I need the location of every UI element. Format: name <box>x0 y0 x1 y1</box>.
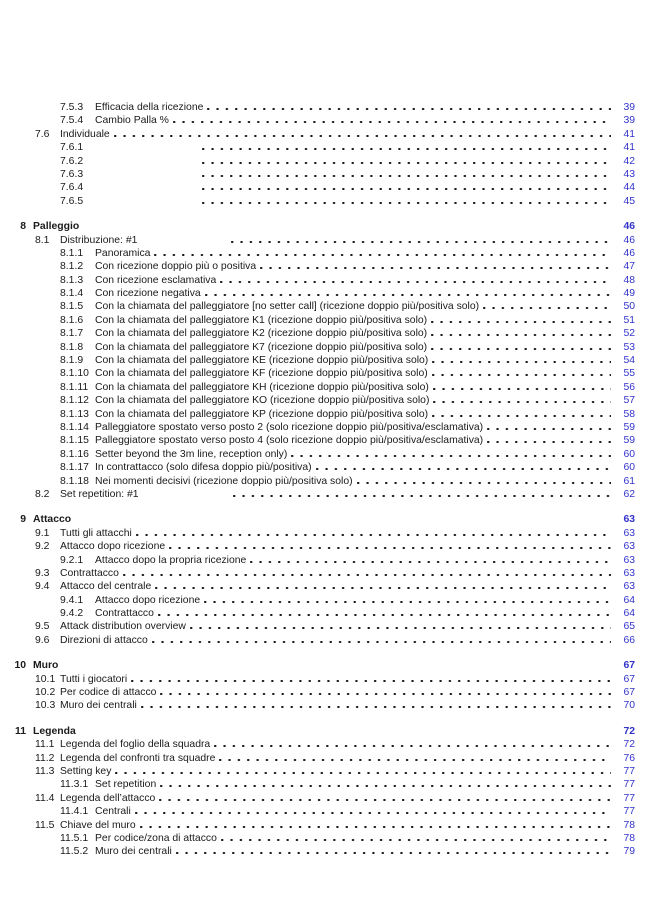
entry-page-number[interactable]: 77 <box>623 765 635 777</box>
entry-title[interactable]: Panoramica <box>95 247 151 259</box>
dot-leader <box>140 826 611 828</box>
dot-leader <box>260 267 611 269</box>
dot-leader <box>160 693 611 695</box>
dot-leader <box>136 534 611 536</box>
toc-entry-row <box>0 168 635 181</box>
entry-number: 8.1.11 <box>60 381 89 393</box>
entry-page-number[interactable]: 72 <box>623 739 635 751</box>
dot-leader <box>250 561 611 563</box>
leader-space <box>80 732 611 734</box>
dot-leader <box>433 388 611 390</box>
dot-leader <box>204 601 611 603</box>
entry-page-number[interactable]: 78 <box>623 832 635 844</box>
entry-page-number[interactable]: 67 <box>623 687 635 699</box>
entry-number: 7.6.4 <box>60 182 84 194</box>
toc-entry-row <box>0 195 635 208</box>
dot-leader <box>202 188 611 190</box>
entry-number: 8.1.1 <box>60 247 84 259</box>
entry-page-number[interactable]: 57 <box>623 395 635 407</box>
entry-number: 11.2 <box>35 752 55 764</box>
entry-title[interactable]: Palleggiatore spostato verso posto 2 (solo ricezione doppio più/positiva/esclamativa) <box>95 421 484 433</box>
entry-number: 8.1.9 <box>60 355 84 367</box>
toc-entry-row <box>0 620 635 633</box>
dot-leader <box>152 641 611 643</box>
toc-entry-row <box>0 181 635 194</box>
entry-title[interactable]: Centrali <box>95 806 131 818</box>
toc-entry-row <box>0 155 635 168</box>
toc-chapter-row <box>0 220 635 233</box>
entry-title[interactable]: Direzioni di attacco <box>60 634 148 646</box>
chapter-page-number[interactable]: 63 <box>623 514 635 526</box>
chapter-page-number[interactable]: 67 <box>623 660 635 672</box>
toc-entry-row <box>0 832 635 845</box>
toc-entry-row <box>0 461 635 474</box>
toc-entry-row <box>0 260 635 273</box>
entry-title[interactable]: Attacco del centrale <box>60 581 152 593</box>
dot-leader <box>487 441 611 443</box>
dot-leader <box>114 135 611 137</box>
entry-page-number[interactable]: 48 <box>623 274 635 286</box>
dot-leader <box>202 162 611 164</box>
toc-entry-row <box>0 354 635 367</box>
dot-leader <box>220 281 611 283</box>
dot-leader <box>155 587 611 589</box>
entry-page-number[interactable]: 66 <box>623 634 635 646</box>
dot-leader <box>432 374 611 376</box>
dot-leader <box>432 361 611 363</box>
dot-leader <box>190 627 611 629</box>
entry-page-number[interactable]: 63 <box>623 527 635 539</box>
entry-number: 9.4 <box>35 581 50 593</box>
entry-number: 11.3.1 <box>60 779 89 791</box>
entry-page-number[interactable]: 58 <box>623 408 635 420</box>
entry-page-number[interactable]: 64 <box>623 608 635 620</box>
dot-leader <box>231 241 611 243</box>
entry-title[interactable]: Muro dei centrali <box>60 700 137 712</box>
entry-number: 7.6.2 <box>60 155 84 167</box>
entry-page-number[interactable]: 41 <box>623 128 635 140</box>
entry-title[interactable]: Distribuzione: #1 <box>60 234 138 246</box>
toc-entry-row <box>0 367 635 380</box>
entry-title[interactable]: Con la chiamata del palleggiatore KE (ricezione doppio più/positiva solo) <box>95 355 429 367</box>
dot-leader <box>432 415 611 417</box>
dot-leader <box>431 348 611 350</box>
chapter-number: 9 <box>20 514 26 526</box>
toc-entry-row <box>0 408 635 421</box>
dot-leader <box>207 108 611 110</box>
entry-page-number[interactable]: 39 <box>623 102 635 113</box>
toc-entry-row <box>0 738 635 751</box>
entry-title[interactable]: Con la chiamata del palleggiatore KF (ricezione doppio più/positiva solo) <box>95 368 428 380</box>
toc-entry-row <box>0 634 635 647</box>
chapter-title[interactable]: Attacco <box>33 514 72 526</box>
entry-page-number[interactable]: 49 <box>623 288 635 300</box>
entry-page-number[interactable]: 63 <box>623 554 635 566</box>
entry-page-number[interactable]: 53 <box>623 341 635 353</box>
dot-leader <box>214 745 611 747</box>
entry-number: 7.5.3 <box>60 102 84 113</box>
entry-title[interactable]: Individuale <box>60 128 110 140</box>
entry-page-number[interactable]: 77 <box>623 792 635 804</box>
entry-title[interactable]: Setting key <box>60 765 112 777</box>
leader-space <box>62 666 611 668</box>
entry-page-number[interactable]: 41 <box>623 142 635 154</box>
entry-title[interactable]: Palleggiatore spostato verso posto 4 (solo ricezione doppio più/positiva/esclamativa) <box>95 435 484 447</box>
entry-number: 10.1 <box>35 673 56 685</box>
toc-entry-row <box>0 580 635 593</box>
entry-title[interactable]: Con ricezione doppio più o positiva <box>95 261 257 273</box>
dot-leader <box>316 468 611 470</box>
entry-page-number[interactable]: 63 <box>623 581 635 593</box>
entry-page-number[interactable]: 60 <box>623 462 635 474</box>
chapter-title[interactable]: Legenda <box>33 725 76 737</box>
entry-title[interactable]: Per codice/zona di attacco <box>95 832 217 844</box>
entry-page-number[interactable]: 43 <box>623 168 635 180</box>
dot-leader <box>357 482 611 484</box>
entry-page-number[interactable]: 63 <box>623 541 635 553</box>
toc-chapter-row <box>0 725 635 738</box>
dot-leader <box>431 334 611 336</box>
entry-title[interactable]: Legenda del foglio della squadra <box>60 739 211 751</box>
toc-entry-row <box>0 448 635 461</box>
toc-entry-row <box>0 287 635 300</box>
entry-number: 9.4.2 <box>60 608 84 620</box>
entry-page-number[interactable]: 77 <box>623 779 635 791</box>
entry-number: 9.2 <box>35 541 50 553</box>
chapter-title[interactable]: Muro <box>33 660 59 672</box>
entry-page-number[interactable]: 65 <box>623 621 635 633</box>
toc-entry-row <box>0 673 635 686</box>
toc-entry-row <box>0 554 635 567</box>
entry-number: 8.1.7 <box>60 328 84 340</box>
entry-number: 9.1 <box>35 527 50 539</box>
entry-number: 11.4 <box>35 792 55 804</box>
toc-entry-row <box>0 778 635 791</box>
dot-leader <box>433 401 611 403</box>
entry-title[interactable]: Cambio Palla % <box>95 115 169 127</box>
entry-title[interactable]: Con la chiamata del palleggiatore KO (ricezione doppio più/positiva solo) <box>95 395 430 407</box>
toc-entry-row <box>0 805 635 818</box>
entry-number: 8.1.14 <box>60 421 89 433</box>
toc-entry-row <box>0 381 635 394</box>
dot-leader <box>291 455 611 457</box>
dot-leader <box>233 495 611 497</box>
entry-title[interactable]: Attack distribution overview <box>60 621 186 633</box>
dot-leader <box>202 148 611 150</box>
entry-title[interactable]: In contrattacco (solo difesa doppio più/positiva) <box>95 462 312 474</box>
entry-page-number[interactable]: 39 <box>623 115 635 127</box>
entry-page-number[interactable]: 78 <box>623 819 635 831</box>
toc-entry-row <box>0 101 635 114</box>
entry-page-number[interactable]: 70 <box>623 700 635 712</box>
entry-page-number[interactable]: 56 <box>623 381 635 393</box>
entry-page-number[interactable]: 50 <box>623 301 635 313</box>
toc-entry-row <box>0 819 635 832</box>
chapter-number: 10 <box>14 660 26 672</box>
toc-entry-row <box>0 699 635 712</box>
toc-entry-row <box>0 594 635 607</box>
entry-number: 8.1.8 <box>60 341 84 353</box>
entry-page-number[interactable]: 44 <box>623 182 635 194</box>
entry-title[interactable]: Tutti gli attacchi <box>60 527 132 539</box>
entry-page-number[interactable]: 62 <box>623 488 635 500</box>
toc-entry-row <box>0 314 635 327</box>
toc-entry-row <box>0 247 635 260</box>
entry-number: 7.5.4 <box>60 115 84 127</box>
entry-number: 8.1.18 <box>60 475 89 487</box>
dot-leader <box>431 321 611 323</box>
entry-number: 8.1.6 <box>60 314 84 326</box>
toc-entry-row <box>0 141 635 154</box>
dot-leader <box>135 812 611 814</box>
toc-entry-row <box>0 567 635 580</box>
entry-number: 9.5 <box>35 621 50 633</box>
entry-number: 10.3 <box>35 700 56 712</box>
entry-title[interactable]: Efficacia della ricezione <box>95 102 204 113</box>
entry-number: 9.2.1 <box>60 554 84 566</box>
entry-page-number[interactable]: 64 <box>623 594 635 606</box>
entry-page-number[interactable]: 51 <box>623 314 635 326</box>
entry-page-number[interactable]: 46 <box>623 247 635 259</box>
dot-leader <box>115 772 611 774</box>
toc-entry-row <box>0 752 635 765</box>
entry-page-number[interactable]: 60 <box>623 448 635 460</box>
entry-number: 9.4.1 <box>60 594 84 606</box>
entry-number: 8.1.17 <box>60 462 89 474</box>
toc-entry-row <box>0 234 635 247</box>
entry-title[interactable]: Legenda dell’attacco <box>60 792 156 804</box>
chapter-page-number[interactable]: 46 <box>623 221 635 233</box>
entry-page-number[interactable]: 63 <box>623 567 635 579</box>
entry-title[interactable]: Con la chiamata del palleggiatore K2 (ricezione doppio più/positiva solo) <box>95 328 428 340</box>
entry-page-number[interactable]: 76 <box>623 752 635 764</box>
entry-number: 8.1.2 <box>60 261 84 273</box>
leader-space <box>75 520 611 522</box>
toc-entry-row <box>0 765 635 778</box>
toc-entry-row <box>0 421 635 434</box>
entry-page-number[interactable]: 67 <box>623 673 635 685</box>
entry-page-number[interactable]: 45 <box>623 195 635 207</box>
dot-leader <box>205 294 611 296</box>
entry-page-number[interactable]: 54 <box>623 355 635 367</box>
entry-number: 8.2 <box>35 488 50 500</box>
entry-number: 8.1.4 <box>60 288 84 300</box>
toc-entry-row <box>0 300 635 313</box>
entry-number: 11.5.2 <box>60 846 89 858</box>
entry-page-number[interactable]: 55 <box>623 368 635 380</box>
entry-page-number[interactable]: 61 <box>623 475 635 487</box>
entry-title[interactable]: Muro dei centrali <box>95 846 172 858</box>
toc-entry-row <box>0 488 635 501</box>
toc-entry-row <box>0 114 635 127</box>
toc-entry-row <box>0 274 635 287</box>
toc-entry-row <box>0 845 635 858</box>
dot-leader <box>202 175 611 177</box>
chapter-number: 8 <box>20 221 26 233</box>
entry-number: 9.3 <box>35 567 50 579</box>
dot-leader <box>160 785 611 787</box>
toc-chapter-row <box>0 659 635 672</box>
entry-title[interactable]: Set repetition <box>95 779 157 791</box>
toc-entry-row <box>0 607 635 620</box>
dot-leader <box>221 839 611 841</box>
entry-number: 8.1.12 <box>60 395 89 407</box>
entry-number: 8.1.5 <box>60 301 84 313</box>
entry-title[interactable]: Con ricezione negativa <box>95 288 201 300</box>
entry-number: 7.6 <box>35 128 50 140</box>
toc-entry-row <box>0 394 635 407</box>
dot-leader <box>202 202 611 204</box>
toc-entry-row <box>0 540 635 553</box>
dot-leader <box>131 680 611 682</box>
entry-number: 7.6.1 <box>60 142 84 154</box>
entry-title[interactable]: Setter beyond the 3m line, reception only) <box>95 448 288 460</box>
entry-title[interactable]: Attacco dopo ricezione <box>95 594 201 606</box>
entry-title[interactable]: Con la chiamata del palleggiatore KP (ricezione doppio più/positiva solo) <box>95 408 429 420</box>
entry-title[interactable]: Con ricezione esclamativa <box>95 274 217 286</box>
chapter-page-number[interactable]: 72 <box>623 725 635 737</box>
chapter-title[interactable]: Palleggio <box>33 221 80 233</box>
entry-title[interactable]: Chiave del muro <box>60 819 136 831</box>
dot-leader <box>159 799 611 801</box>
entry-page-number[interactable]: 46 <box>623 234 635 246</box>
toc-entry-row <box>0 434 635 447</box>
toc-entry-row <box>0 341 635 354</box>
entry-number: 8.1.15 <box>60 435 89 447</box>
entry-title[interactable]: Legenda del confronti tra squadre <box>60 752 216 764</box>
toc-entry-row <box>0 327 635 340</box>
leader-space <box>83 227 611 229</box>
entry-number: 7.6.3 <box>60 168 84 180</box>
entry-title[interactable]: Con la chiamata del palleggiatore [no setter call] (ricezione doppio più/positiva solo) <box>95 301 480 313</box>
entry-number: 11.4.1 <box>60 806 89 818</box>
dot-leader <box>483 307 611 309</box>
entry-number: 8.1.10 <box>60 368 89 380</box>
dot-leader <box>154 254 611 256</box>
toc-entry-row <box>0 792 635 805</box>
entry-number: 11.1 <box>35 739 55 751</box>
dot-leader <box>487 428 611 430</box>
entry-number: 11.5.1 <box>60 832 89 844</box>
entry-number: 10.2 <box>35 687 56 699</box>
entry-page-number[interactable]: 59 <box>623 421 635 433</box>
entry-page-number[interactable]: 79 <box>623 846 635 858</box>
entry-title[interactable]: Attacco dopo ricezione <box>60 541 166 553</box>
entry-title[interactable]: Contrattacco <box>95 608 154 620</box>
toc-entry-row <box>0 475 635 488</box>
entry-title[interactable]: Attacco dopo la propria ricezione <box>95 554 247 566</box>
entry-page-number[interactable]: 77 <box>623 806 635 818</box>
entry-number: 11.5 <box>35 819 55 831</box>
dot-leader <box>173 121 611 123</box>
entry-title[interactable]: Tutti i giocatori <box>60 673 128 685</box>
entry-page-number[interactable]: 52 <box>623 328 635 340</box>
entry-number: 8.1 <box>35 234 50 246</box>
dot-leader <box>219 759 611 761</box>
entry-page-number[interactable]: 42 <box>623 155 635 167</box>
toc-entry-row <box>0 128 635 141</box>
dot-leader <box>176 852 611 854</box>
entry-number: 11.3 <box>35 765 55 777</box>
chapter-number: 11 <box>15 725 26 737</box>
entry-number: 8.1.13 <box>60 408 89 420</box>
entry-title[interactable]: Con la chiamata del palleggiatore K1 (ricezione doppio più/positiva solo) <box>95 314 428 326</box>
toc-entry-row <box>0 686 635 699</box>
entry-page-number[interactable]: 47 <box>623 261 635 273</box>
dot-leader <box>169 547 611 549</box>
entry-number: 8.1.3 <box>60 274 84 286</box>
entry-title[interactable]: Con la chiamata del palleggiatore KH (ricezione doppio più/positiva solo) <box>95 381 429 393</box>
toc-entry-row <box>0 527 635 540</box>
entry-title[interactable]: Con la chiamata del palleggiatore K7 (ricezione doppio più/positiva solo) <box>95 341 428 353</box>
entry-number: 8.1.16 <box>60 448 89 460</box>
dot-leader <box>123 574 611 576</box>
entry-number: 9.6 <box>35 634 50 646</box>
dot-leader <box>158 614 611 616</box>
entry-number: 7.6.5 <box>60 195 84 207</box>
entry-page-number[interactable]: 59 <box>623 435 635 447</box>
entry-title[interactable]: Contrattacco <box>60 567 119 579</box>
entry-title[interactable]: Set repetition: #1 <box>60 488 139 500</box>
dot-leader <box>141 706 611 708</box>
entry-title[interactable]: Nei momenti decisivi (ricezione doppio più/positiva solo) <box>95 475 353 487</box>
toc-chapter-row <box>0 513 635 526</box>
entry-title[interactable]: Per codice di attacco <box>60 687 157 699</box>
